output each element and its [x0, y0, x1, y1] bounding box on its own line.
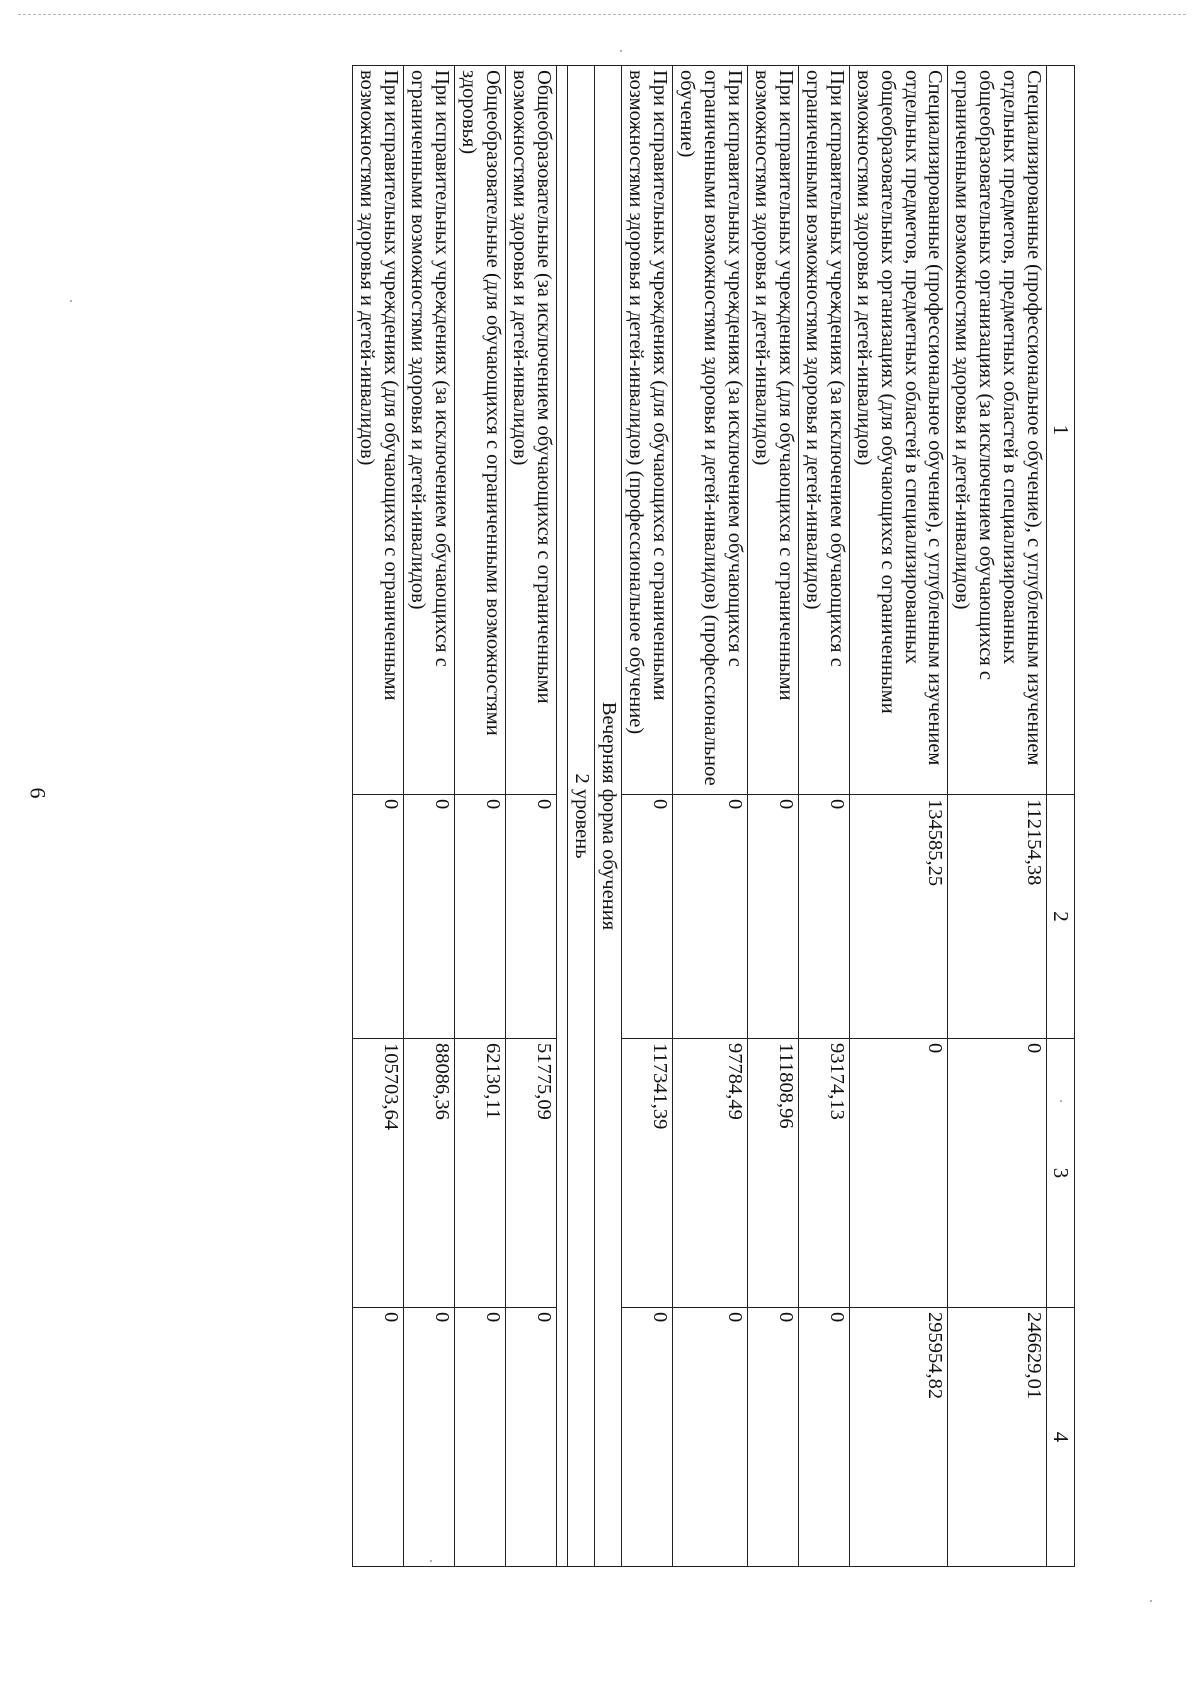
scan-speck	[70, 300, 72, 302]
row-value-col-3: 93174,13	[798, 1039, 849, 1308]
row-description: При исправительных учреждениях (за исключением обучающихся с ограниченными возможностями здоровья и детей-инвалидов) (профессиональное обучение)	[672, 66, 747, 795]
row-value-col-4: 0	[798, 1308, 849, 1567]
row-value-col-3: 62130,11	[454, 1039, 505, 1308]
row-value-col-3: 0	[849, 1039, 948, 1308]
row-value-col-4: 0	[352, 1308, 403, 1567]
row-value-col-3: 88086,36	[403, 1039, 454, 1308]
row-value-col-2: 134585,25	[849, 795, 948, 1039]
row-description: При исправительных учреждениях (для обучающихся с ограниченными возможностями здоровья и детей-инвалидов)	[352, 66, 403, 795]
row-description: При исправительных учреждениях (для обучающихся с ограниченными возможностями здоровья и детей-инвалидов) (профессиональное обучение)	[621, 66, 672, 795]
row-value-col-2: 0	[747, 795, 798, 1039]
header-col-4: 4	[1047, 1308, 1075, 1567]
spacer-row	[556, 66, 567, 1567]
row-value-col-4: 295954,82	[849, 1308, 948, 1567]
table-row	[454, 66, 505, 1567]
scan-speck	[1150, 1600, 1152, 1602]
row-value-col-2: 0	[403, 795, 454, 1039]
row-value-col-3: 117341,39	[621, 1039, 672, 1308]
row-description: При исправительных учреждениях (за исключением обучающихся с ограниченными возможностями здоровья и детей-инвалидов)	[403, 66, 454, 795]
row-description: Общеобразовательные (для обучающихся с ограниченными возможностями здоровья)	[454, 66, 505, 795]
header-col-3: 3	[1047, 1039, 1075, 1308]
row-value-col-2: 0	[798, 795, 849, 1039]
row-description: Специализированные (профессиональное обучение), с углубленным изучением отдельных предметов, предметных областей в специализированных общеобразовательных организациях (для обучающихся с ограниченными возможностями здоровья и детей-инвалидов)	[849, 66, 948, 795]
row-value-col-4: 0	[621, 1308, 672, 1567]
row-value-col-2: 0	[672, 795, 747, 1039]
section-title: Вечерняя форма обучения	[594, 66, 621, 1567]
row-value-col-3: 105703,64	[352, 1039, 403, 1308]
rotated-table-container	[115, 65, 1075, 1530]
row-value-col-4: 0	[505, 1308, 556, 1567]
header-col-1: 1	[1047, 66, 1075, 795]
table-row	[352, 66, 403, 1567]
header-col-2: 2	[1047, 795, 1075, 1039]
spacer-cell	[556, 66, 567, 1567]
row-value-col-4: 0	[403, 1308, 454, 1567]
row-value-col-2: 0	[505, 795, 556, 1039]
table-row	[948, 66, 1047, 1567]
table-row	[621, 66, 672, 1567]
table-row	[672, 66, 747, 1567]
table-row	[505, 66, 556, 1567]
row-description: При исправительных учреждениях (за исключением обучающихся с ограниченными возможностями здоровья и детей-инвалидов)	[798, 66, 849, 795]
row-value-col-2: 0	[352, 795, 403, 1039]
page-number: 6	[25, 787, 51, 799]
table-row	[798, 66, 849, 1567]
table-row	[403, 66, 454, 1567]
level-title: 2 уровень	[567, 66, 594, 1567]
row-value-col-4: 0	[747, 1308, 798, 1567]
row-value-col-4: 0	[454, 1308, 505, 1567]
level-title-row	[567, 66, 594, 1567]
scan-speck	[620, 50, 622, 52]
row-value-col-3: 0	[948, 1039, 1047, 1308]
table-row	[747, 66, 798, 1567]
row-value-col-2: 112154,38	[948, 795, 1047, 1039]
row-value-col-3: 51775,09	[505, 1039, 556, 1308]
table-row	[849, 66, 948, 1567]
row-description: Общеобразовательные (за исключением обучающихся с ограниченными возможностями здоровья и детей-инвалидов)	[505, 66, 556, 795]
section-title-row	[594, 66, 621, 1567]
table-header-row	[1047, 66, 1075, 1567]
scan-edge-line	[18, 14, 1186, 15]
cost-table	[352, 65, 1075, 1567]
row-description: Специализированные (профессиональное обучение), с углубленным изучением отдельных предметов, предметных областей в специализированных общеобразовательных организациях (за исключением обучающихся с ограниченными возможностями здоровья и детей-инвалидов)	[948, 66, 1047, 795]
row-value-col-2: 0	[454, 795, 505, 1039]
scan-speck	[1060, 1100, 1062, 1102]
row-value-col-3: 97784,49	[672, 1039, 747, 1308]
row-value-col-2: 0	[621, 795, 672, 1039]
row-description: При исправительных учреждениях (для обучающихся с ограниченными возможностями здоровья и детей-инвалидов)	[747, 66, 798, 795]
row-value-col-3: 111808,96	[747, 1039, 798, 1308]
row-value-col-4: 246629,01	[948, 1308, 1047, 1567]
scan-speck	[430, 1560, 432, 1562]
row-value-col-4: 0	[672, 1308, 747, 1567]
